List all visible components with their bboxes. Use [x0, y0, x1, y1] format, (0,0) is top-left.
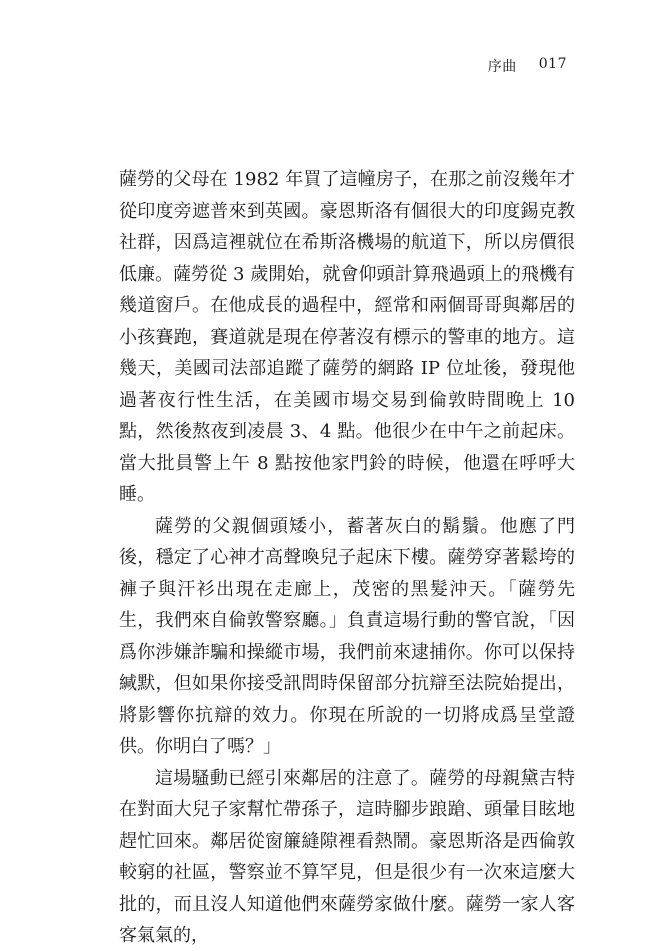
page-number: 017	[538, 56, 567, 72]
running-header	[488, 56, 567, 76]
section-title: 序曲	[487, 59, 517, 75]
paragraph: 薩勞的父親個頭矮小，蓄著灰白的鬍鬚。他應了門後，穩定了心神才高聲喚兒子起床下樓。薩勞穿著鬆垮的褲子與汗衫出現在走廊上，茂密的黑髮沖天。「薩勞先生，我們來自倫敦警察廳。」負責這場行動的警官說，「因爲你涉嫌詐騙和操縱市場，我們前來逮捕你。你可以保持緘默，但如果你接受訊問時保留部分抗辯至法院始提出，將影響你抗辯的效力。你現在所說的一切將成爲呈堂證供。你明白了嗎？」	[119, 515, 575, 757]
body-text	[119, 164, 575, 952]
paragraph: 薩勞的父母在 1982 年買了這幢房子，在那之前沒幾年才從印度旁遮普來到英國。豪恩斯洛有個很大的印度錫克教社群，因爲這裡就位在希斯洛機場的航道下，所以房價很低廉。薩勞從 3 歲開始，就會仰頭計算飛過頭上的飛機有幾道窗戶。在他成長的過程中，經常和兩個哥哥與鄰居的小孩賽跑，賽道就是現在停著沒有標示的警車的地方。這幾天，美國司法部追蹤了薩勞的網路 IP 位址後，發現他過著夜行性生活，在美國市場交易到倫敦時間晚上 10 點，然後熬夜到凌晨 3、4 點。他很少在中午之前起床。當大批員警上午 8 點按他家門鈴的時候，他還在呼呼大睡。	[119, 169, 575, 505]
paragraph: 這場騷動已經引來鄰居的注意了。薩勞的母親黛吉特在對面大兒子家幫忙帶孫子，這時腳步踉蹌、頭暈目眩地趕忙回來。鄰居從窗簾縫隙裡看熱鬧。豪恩斯洛是西倫敦較窮的社區，警察並不算罕見，但是很少有一次來這麼大批的，而且沒人知道他們來薩勞家做什麼。薩勞一家人客客氣氣的，	[119, 767, 575, 946]
